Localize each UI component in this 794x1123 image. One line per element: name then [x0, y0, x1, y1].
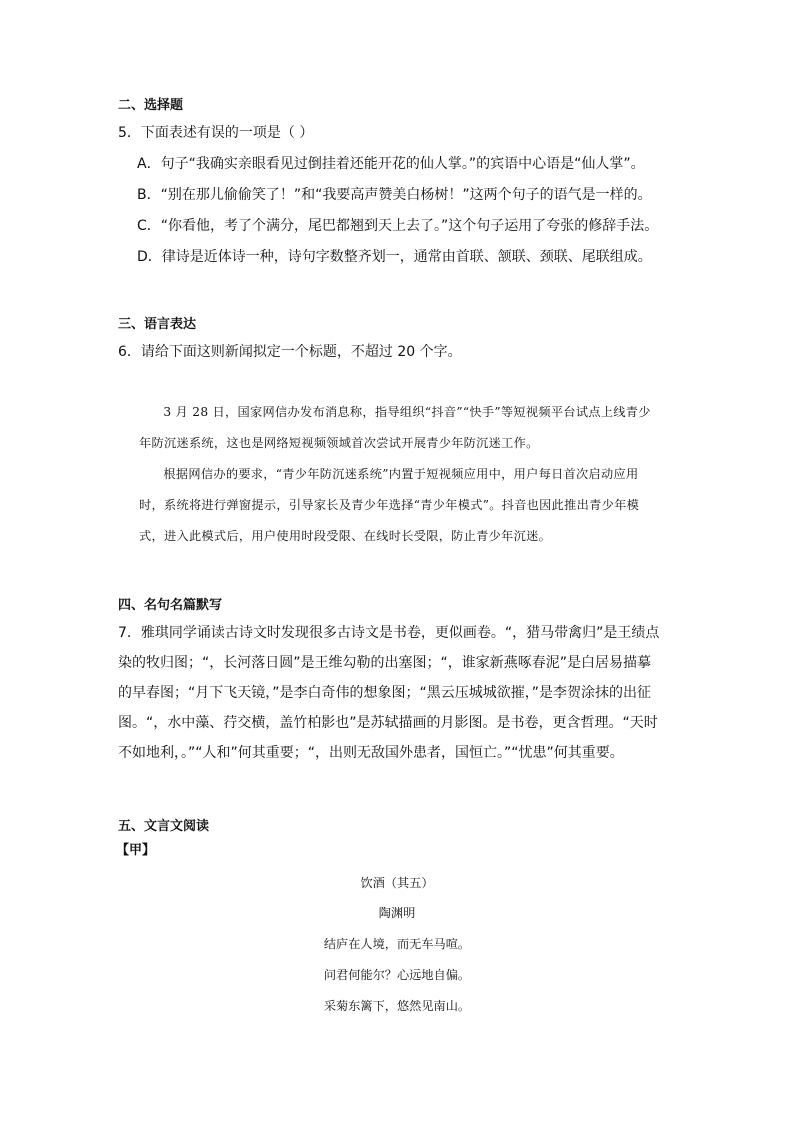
question-7 — [118, 618, 663, 768]
section-heading-language: 三、语言表达 — [118, 317, 197, 332]
poem-line-3: 采菊东篱下，悠然见南山。 — [323, 999, 471, 1013]
poem-author: 陶渊明 — [378, 906, 416, 920]
question-5-stem: 5．下面表述有误的一项是（ ） — [118, 125, 314, 141]
question-6-stem: 6．请给下面这则新闻拟定一个标题，不超过 20 个字。 — [118, 344, 462, 360]
question-5-option-b: B．“别在那儿偷偷笑了！”和“我要高声赞美白杨树！”这两个句子的语气是一样的。 — [137, 187, 652, 203]
section-heading-classical: 五、文言文阅读 — [118, 819, 210, 834]
poem-line-2: 问君何能尔？心远地自偏。 — [323, 968, 471, 982]
question-5-option-d: D．律诗是近体诗一种，诗句字数整齐划一，通常由首联、颔联、颈联、尾联组成。 — [137, 249, 652, 265]
section-heading-choice: 二、选择题 — [118, 98, 184, 113]
question-5-option-c: C．“你看他，考了个满分，尾巴都翘到天上去了。”这个句子运用了夸张的修辞手法。 — [137, 218, 659, 234]
poem-line-1: 结庐在人境，而无车马喧。 — [323, 937, 471, 951]
question-7-text: 7．雅琪同学诵读古诗文时发现很多古诗文是书卷，更似画卷。“，猎马带禽归”是王绩点染的牧归图；“，长河落日圆”是王维勾勒的出塞图；“，谁家新燕啄春泥”是白居易描摹的早春图；“月下飞天镜，”是李白奇伟的想象图；“黑云压城城欲摧，”是李贺涂抹的出征图。“，水中藻、荇交横，盖竹柏影也”是苏轼描画的月影图。是书卷，更含哲理。“天时不如地利，。”“人和”何其重要；“，出则无敌国外患者，国恒亡。”“忧患”何其重要。 — [118, 625, 660, 761]
news-paragraph-1: 3 月 28 日，国家网信办发布消息称，指导组织“抖音”“快手”等短视频平台试点上线青少年防沉迷系统，这也是网络短视频领域首次尝试开展青少年防沉迷工作。 — [139, 405, 651, 450]
section-heading-recitation: 四、名句名篇默写 — [118, 598, 223, 613]
news-article — [139, 397, 661, 552]
news-paragraph-2: 根据网信办的要求，“青少年防沉迷系统”内置于短视频应用中，用户每日首次启动应用时，系统将进行弹窗提示，引导家长及青少年选择“青少年模式”。抖音也因此推出青少年模式，进入此模式后，用户使用时段受限、在线时长受限，防止青少年沉迷。 — [139, 467, 640, 543]
passage-label-jia: 【甲】 — [116, 843, 156, 858]
poem-title: 饮酒（其五） — [360, 876, 434, 890]
question-5-option-a: A．句子“我确实亲眼看见过倒挂着还能开花的仙人掌。”的宾语中心语是“仙人掌”。 — [137, 156, 645, 172]
